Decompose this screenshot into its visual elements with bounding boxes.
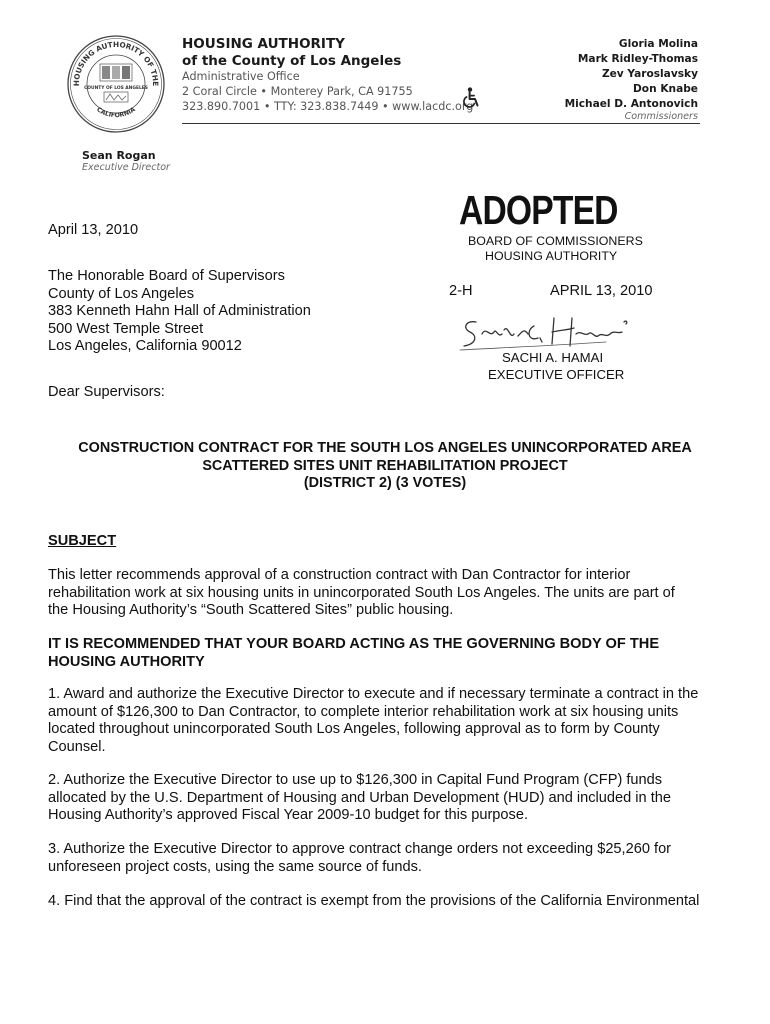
stamp-signer-title: EXECUTIVE OFFICER bbox=[488, 367, 625, 382]
heading-line: IT IS RECOMMENDED THAT YOUR BOARD ACTING AS THE GOVERNING BODY OF THE bbox=[48, 636, 660, 652]
director-name: Sean Rogan bbox=[82, 149, 156, 162]
wheelchair-icon bbox=[462, 87, 480, 108]
commissioner-5: Michael D. Antonovich bbox=[564, 98, 698, 110]
title-line: CONSTRUCTION CONTRACT FOR THE SOUTH LOS ANGELES UNINCORPORATED AREA bbox=[78, 440, 692, 456]
seal-text-middle: COUNTY OF LOS ANGELES bbox=[84, 86, 148, 91]
seal-text-top: HOUSING AUTHORITY OF THE bbox=[71, 39, 161, 87]
paragraph-line: Housing Authority’s approved Fiscal Year 2009-10 budget for this purpose. bbox=[48, 807, 529, 824]
paragraph-line: the Housing Authority’s “South Scattered Sites” public housing. bbox=[48, 602, 454, 619]
addressee-line: 500 West Temple Street bbox=[48, 320, 204, 337]
title-line: SCATTERED SITES UNIT REHABILITATION PROJECT bbox=[202, 457, 568, 474]
paragraph-line: rehabilitation work at six housing units in unincorporated South Los Angeles. The units are part of bbox=[48, 584, 675, 601]
addressee-line: County of Los Angeles bbox=[48, 285, 195, 302]
commissioner-3: Zev Yaroslavsky bbox=[601, 68, 698, 80]
org-subname: of the County of Los Angeles bbox=[182, 53, 402, 69]
paragraph-line: 2. Authorize the Executive Director to use up to $126,300 in Capital Fund Program (CFP) funds bbox=[48, 772, 663, 788]
addressee-line: Los Angeles, California 90012 bbox=[48, 338, 242, 355]
recommendation-item-4 bbox=[48, 893, 738, 911]
paragraph-line: Counsel. bbox=[48, 738, 106, 755]
paragraph-line: amount of $126,300 to Dan Contractor, to complete interior rehabilitation work at six housing units bbox=[48, 703, 679, 720]
commissioner-4: Don Knabe bbox=[633, 83, 698, 95]
recommendation-heading bbox=[48, 636, 738, 671]
paragraph-line: unforeseen project costs, using the same source of funds. bbox=[48, 858, 422, 875]
commissioner-2: Mark Ridley-Thomas bbox=[577, 53, 698, 65]
adopted-stamp: ADOPTED bbox=[459, 187, 618, 233]
seal-text-bottom: CALIFORNIA bbox=[95, 106, 137, 120]
addressee-line: The Honorable Board of Supervisors bbox=[48, 268, 285, 284]
letter-title bbox=[40, 440, 730, 493]
director-title: Executive Director bbox=[82, 162, 170, 173]
signature-image bbox=[456, 312, 632, 354]
stamp-signer-name: SACHI A. HAMAI bbox=[502, 350, 604, 365]
subject-paragraph bbox=[48, 567, 738, 620]
salutation: Dear Supervisors: bbox=[48, 384, 165, 400]
stamp-date: APRIL 13, 2010 bbox=[550, 283, 653, 299]
office-name: Administrative Office bbox=[182, 70, 300, 83]
paragraph-line: 1. Award and authorize the Executive Director to execute and if necessary terminate a contract in the bbox=[48, 686, 699, 702]
office-contact: 323.890.7001 • TTY: 323.838.7449 • www.lacdc.org bbox=[182, 100, 474, 113]
paragraph-line: 4. Find that the approval of the contract is exempt from the provisions of the California Environmental bbox=[48, 893, 700, 909]
addressee-block bbox=[48, 268, 311, 356]
commissioners-caption: Commissioners bbox=[624, 111, 698, 122]
paragraph-line: This letter recommends approval of a construction contract with Dan Contractor for interior bbox=[48, 567, 631, 583]
header-divider bbox=[182, 123, 700, 124]
addressee-line: 383 Kenneth Hahn Hall of Administration bbox=[48, 303, 311, 320]
org-name: HOUSING AUTHORITY bbox=[182, 36, 345, 52]
recommendation-item-2 bbox=[48, 772, 738, 825]
stamp-board-line1: BOARD OF COMMISSIONERS bbox=[468, 234, 643, 248]
recommendation-item-1 bbox=[48, 686, 738, 756]
heading-line: HOUSING AUTHORITY bbox=[48, 653, 205, 670]
paragraph-line: located throughout unincorporated South Los Angeles, following approval as to form by County bbox=[48, 721, 660, 738]
commissioner-1: Gloria Molina bbox=[618, 38, 698, 50]
subject-heading: SUBJECT bbox=[48, 533, 117, 549]
letter-date: April 13, 2010 bbox=[48, 222, 139, 238]
paragraph-line: allocated by the U.S. Department of Housing and Urban Development (HUD) and included in the bbox=[48, 789, 672, 806]
title-line: (DISTRICT 2) (3 VOTES) bbox=[303, 475, 467, 492]
recommendation-item-3 bbox=[48, 841, 738, 876]
stamp-board-line2: HOUSING AUTHORITY bbox=[485, 249, 618, 263]
stamp-item-number: 2-H bbox=[449, 283, 473, 299]
office-address: 2 Coral Circle • Monterey Park, CA 91755 bbox=[182, 85, 413, 98]
housing-authority-seal bbox=[66, 34, 166, 134]
paragraph-line: 3. Authorize the Executive Director to approve contract change orders not exceeding $25,260 for bbox=[48, 841, 672, 857]
